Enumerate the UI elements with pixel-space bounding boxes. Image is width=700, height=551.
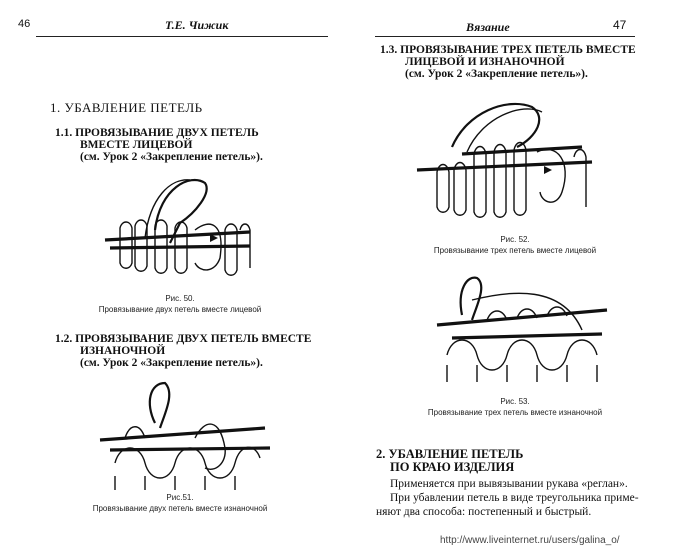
figure-53-illustration [432, 270, 612, 385]
section-1-3-line1: 1.3. ПРОВЯЗЫВАНИЕ ТРЕХ ПЕТЕЛЬ ВМЕСТЕ [380, 44, 636, 56]
purl-bumps-row [115, 447, 260, 478]
paragraph-2-line2: няют два способа: постепенный и быстрый. [376, 506, 592, 518]
fig52-caption-block [400, 234, 630, 256]
stitch-loop [494, 145, 506, 218]
knitting-needle-right [100, 428, 265, 440]
figure-51-illustration [95, 378, 275, 493]
working-yarn-loop [452, 104, 539, 147]
stitch-loop [474, 147, 486, 218]
working-yarn-loop [150, 383, 169, 428]
figure-50-illustration [100, 168, 260, 288]
section-1-2-line1: 1.2. ПРОВЯЗЫВАНИЕ ДВУХ ПЕТЕЛЬ ВМЕСТЕ [55, 333, 312, 345]
section-1-2-title [55, 333, 311, 369]
left-running-head: Т.Е. Чижик [165, 18, 229, 32]
section-1-3-line3: (см. Урок 2 «Закрепление петель»). [405, 68, 588, 80]
section-1-1-title [55, 127, 263, 163]
left-heading: 1. УБАВЛЕНИЕ ПЕТЕЛЬ [50, 100, 203, 115]
stitch-loop [135, 220, 147, 271]
stitch-legs [447, 365, 597, 382]
fig50-caption-block [60, 293, 300, 315]
section-2-title [376, 448, 523, 474]
section-1-3-title [380, 44, 636, 80]
fig53-label: Рис. 53. [500, 397, 530, 406]
left-header-rule [36, 36, 328, 37]
section-1-1-line1: 1.1. ПРОВЯЗЫВАНИЕ ДВУХ ПЕТЕЛЬ [55, 127, 259, 139]
section-2-line1: 2. УБАВЛЕНИЕ ПЕТЕЛЬ [376, 447, 524, 461]
fig51-label: Рис.51. [166, 493, 194, 502]
right-running-head: Вязание [466, 20, 510, 34]
purl-bumps-row [447, 340, 597, 370]
stitch-loop-long [537, 149, 565, 202]
right-body-text [376, 477, 661, 519]
figure-52-illustration [412, 92, 602, 232]
knitting-needle-right [105, 232, 250, 240]
right-header-rule [375, 36, 635, 37]
knitting-needle-left [110, 246, 250, 248]
fig52-label: Рис. 52. [500, 235, 530, 244]
section-2-line2: ПО КРАЮ ИЗДЕЛИЯ [390, 460, 515, 474]
right-page-number: 47 [613, 18, 627, 32]
stitch-loop [120, 222, 132, 268]
fig51-caption: Провязывание двух петель вместе изнаночной [92, 504, 268, 513]
stitch-loop [454, 163, 466, 216]
fig53-caption-block [400, 396, 630, 418]
section-1-2-line2: ИЗНАНОЧНОЙ [80, 345, 166, 357]
fig53-caption: Провязывание трех петель вместе изнаночной [427, 408, 603, 417]
section-1-2-line3: (см. Урок 2 «Закрепление петель»). [80, 357, 263, 369]
watermark-url[interactable]: http://www.liveinternet.ru/users/galina_o/ [440, 535, 620, 546]
section-1-1-line3: (см. Урок 2 «Закрепление петель»). [80, 151, 263, 163]
fig50-caption: Провязывание двух петель вместе лицевой [98, 305, 262, 314]
fig50-label: Рис. 50. [165, 294, 195, 303]
knitting-needle-left [462, 147, 582, 154]
knitting-needle-left [452, 334, 602, 338]
direction-arrow [544, 166, 552, 174]
fig52-caption: Провязывание трех петель вместе лицевой [433, 246, 597, 255]
section-1-3-line2: ЛИЦЕВОЙ И ИЗНАНОЧНОЙ [405, 56, 565, 68]
paragraph-1: Применяется при вывязывании рукава «реглан». [390, 478, 628, 490]
section-1-1-line2: ВМЕСТЕ ЛИЦЕВОЙ [80, 139, 193, 151]
stitch-loop [514, 143, 526, 216]
paragraph-2-line1: При убавлении петель в виде треугольника приме- [390, 492, 639, 504]
stitch-loop [574, 150, 586, 208]
stitch-loop [437, 165, 449, 213]
left-page-number: 46 [18, 18, 31, 30]
fig51-caption-block [60, 492, 300, 514]
